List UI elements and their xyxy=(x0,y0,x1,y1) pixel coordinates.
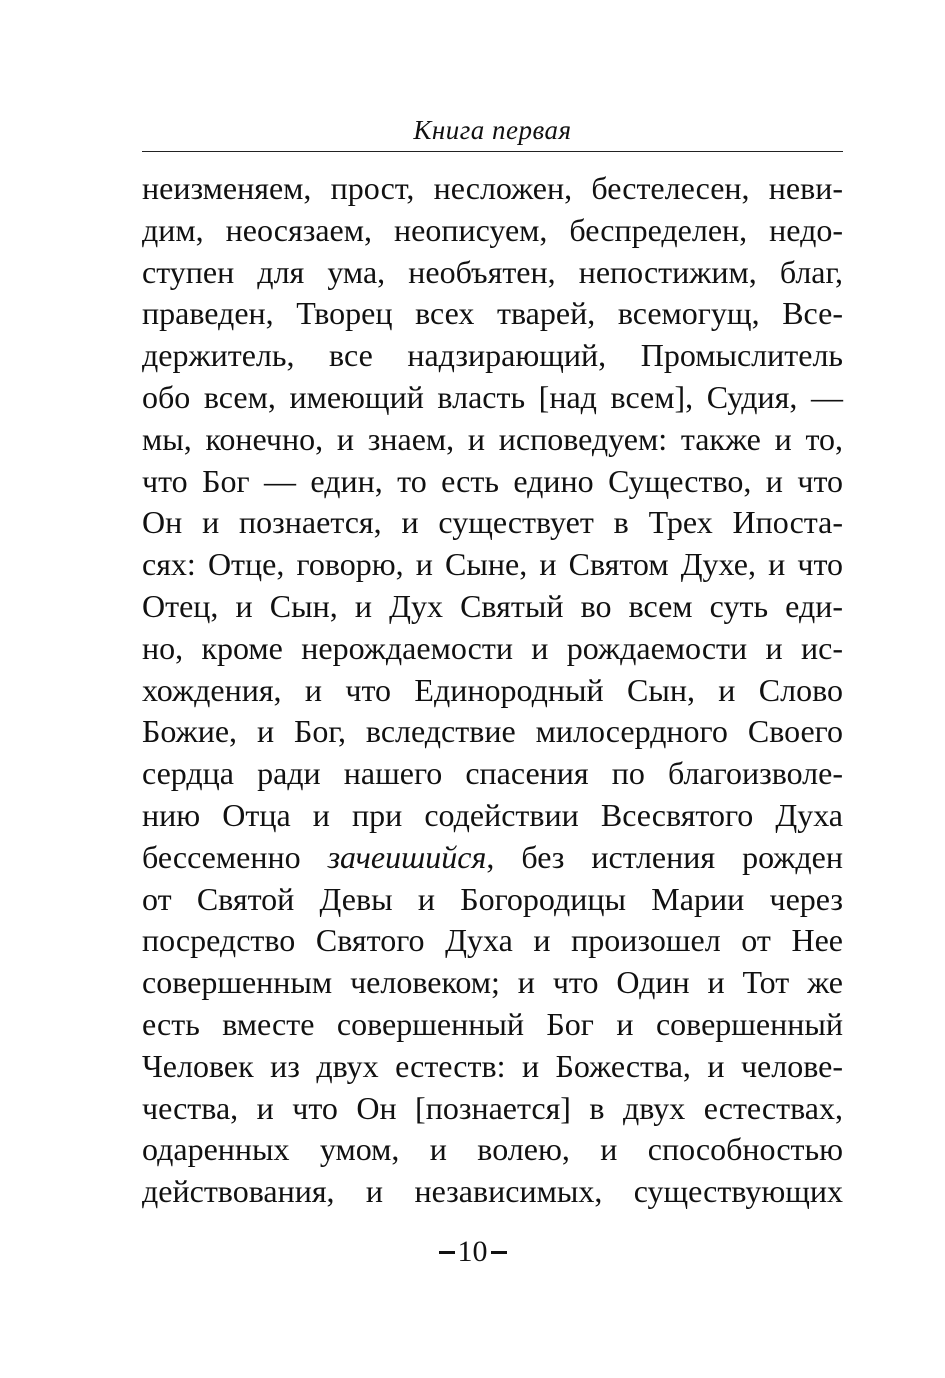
text-line: неизменяем, прост, несложен, бестелесен, неви- xyxy=(142,170,843,206)
text-line: ступен для ума, необъятен, непостижим, благ, xyxy=(142,253,843,290)
text-line: дим, неосязаем, неописуем, беспределен, недо- xyxy=(142,211,843,248)
text-line: есть вместе совершенный Бог и совершенный xyxy=(142,1005,843,1042)
italic-word: зачеишийся xyxy=(327,838,487,875)
text-line: действования, и независимых, существующих xyxy=(142,1173,843,1210)
page-number-block xyxy=(0,1232,945,1272)
text-line: хождения, и что Единородный Сын, и Слово xyxy=(142,671,843,708)
text-line: нию Отца и при содействии Всесвятого Духа xyxy=(142,796,843,833)
text-line: сях: Отце, говорю, и Сыне, и Святом Духе, и что xyxy=(142,546,843,583)
page-number-dash-right xyxy=(491,1251,507,1254)
text-line: праведен, Творец всех тварей, всемогущ, Все- xyxy=(142,295,843,332)
text-line: Отец, и Сын, и Дух Святый во всем суть еди- xyxy=(142,587,843,624)
text-line: но, кроме нерождаемости и рождаемости и ис- xyxy=(142,629,843,666)
page-number-dash-left xyxy=(439,1251,455,1254)
text-line: Божие, и Бог, вследствие милосердного Своего xyxy=(142,713,843,750)
running-title: Книга первая xyxy=(413,115,572,145)
text-line: мы, конечно, и знаем, и исповедуем: также и то, xyxy=(142,420,843,457)
page-number: 10 xyxy=(457,1235,488,1268)
text-line: Человек из двух естеств: и Божества, и челове- xyxy=(142,1047,843,1084)
text-line: обо всем, имеющий власть [над всем], Судия, — xyxy=(142,378,843,415)
text-segment: , без истления рожден xyxy=(486,838,843,875)
text-line: сердца ради нашего спасения по благоизволе- xyxy=(142,755,843,792)
text-line: чества, и что Он [познается] в двух естествах, xyxy=(142,1089,843,1126)
text-line: одаренных умом, и волею, и способностью xyxy=(142,1131,843,1168)
text-line: посредство Святого Духа и произошел от Нее xyxy=(142,922,843,959)
text-line: от Святой Девы и Богородицы Марии через xyxy=(142,880,843,917)
text-line: что Бог — един, то есть едино Существо, и что xyxy=(142,462,843,499)
text-segment: бессеменно xyxy=(142,838,328,875)
running-header xyxy=(142,113,843,152)
body-text xyxy=(142,168,843,1213)
text-line: Он и познается, и существует в Трех Ипоста- xyxy=(142,504,843,541)
text-line: держитель, все надзирающий, Промыслитель xyxy=(142,337,843,374)
text-line: совершенным человеком; и что Один и Тот же xyxy=(142,964,843,1001)
text-line-with-italic xyxy=(142,837,843,879)
